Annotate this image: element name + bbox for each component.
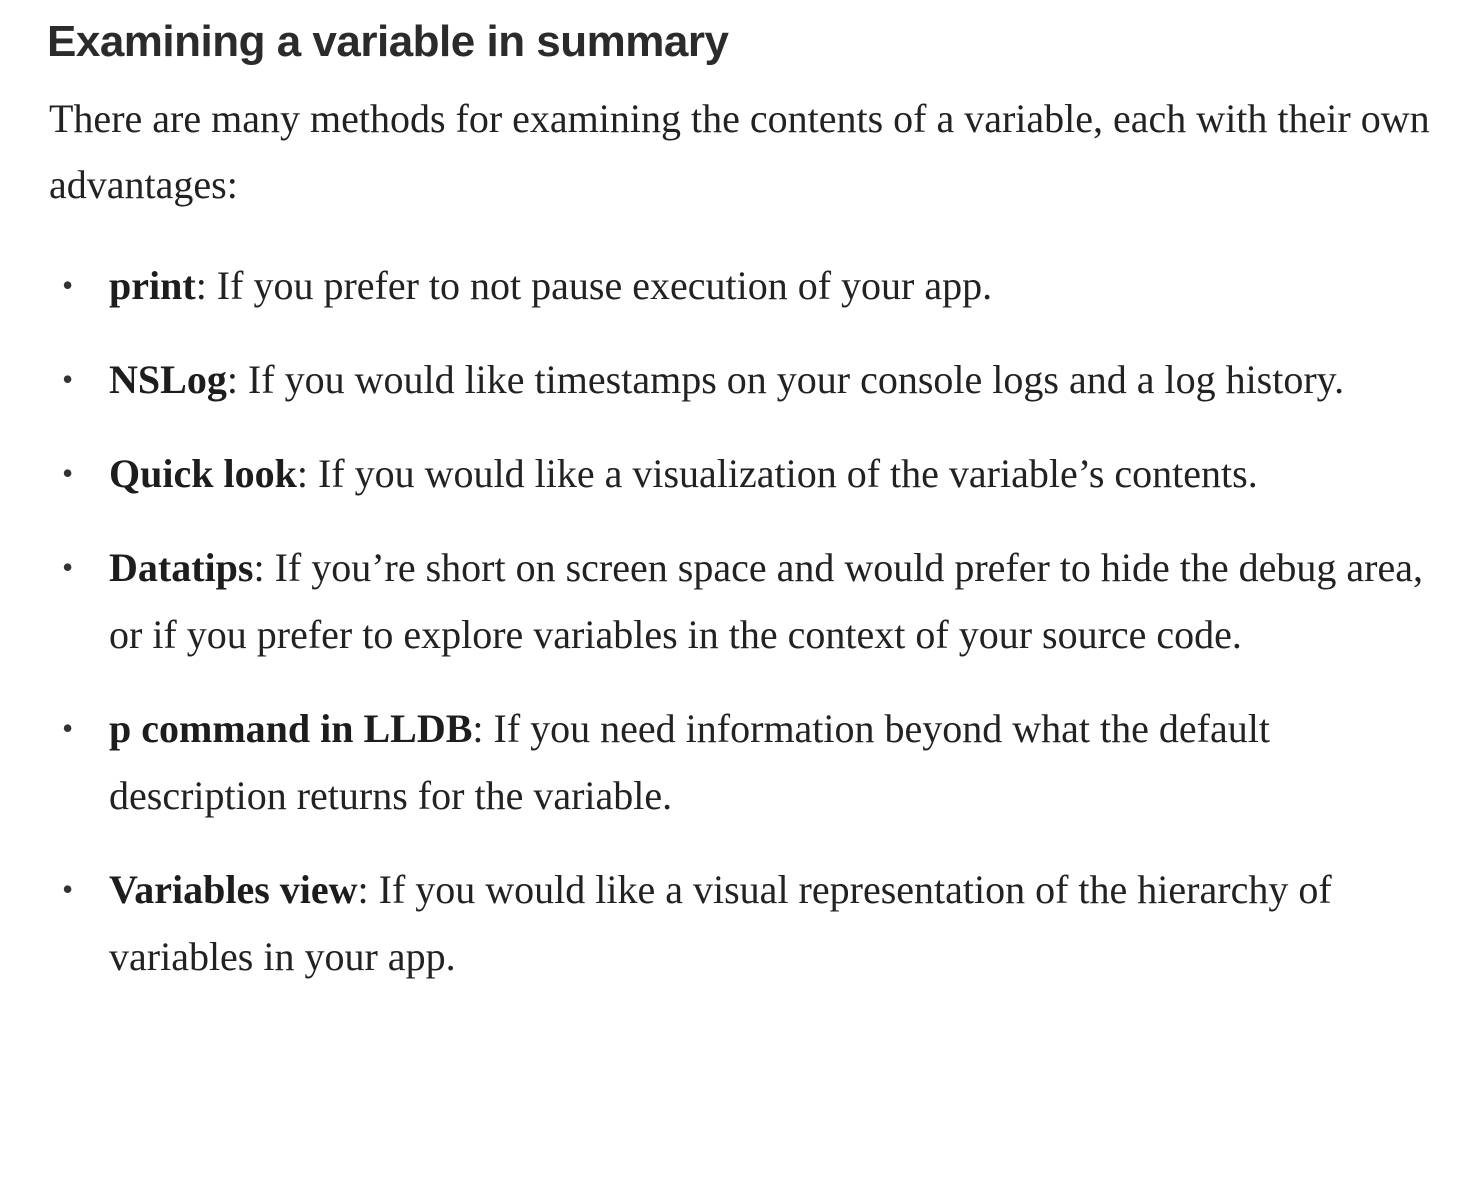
bullet-icon: • — [62, 267, 74, 303]
item-description: : If you need information beyond what the default description returns for the variable. — [109, 706, 1270, 818]
list-item — [47, 695, 1437, 829]
item-description: : If you prefer to not pause execution of your app. — [195, 263, 993, 308]
item-description: : If you would like a visual representation of the hierarchy of variables in your app. — [109, 867, 1332, 979]
item-description: : If you would like a visualization of the variable’s contents. — [296, 451, 1258, 496]
article-section — [47, 14, 1437, 1017]
list-item — [47, 856, 1437, 990]
item-term: Quick look — [109, 451, 297, 496]
section-heading: Examining a variable in summary — [47, 17, 729, 66]
item-term: NSLog — [109, 357, 227, 402]
bullet-icon: • — [62, 361, 74, 397]
item-term: Variables view — [109, 867, 358, 912]
bullet-icon: • — [62, 549, 74, 585]
list-item — [47, 346, 1437, 413]
item-term: Datatips — [109, 545, 254, 590]
list-item — [47, 534, 1437, 668]
item-description: : If you would like timestamps on your console logs and a log history. — [226, 357, 1345, 402]
bullet-icon: • — [62, 710, 74, 746]
item-term: p command in LLDB — [109, 706, 473, 751]
list-item — [47, 440, 1437, 507]
list-item — [47, 252, 1437, 319]
intro-paragraph: There are many methods for examining the contents of a variable, each with their own advantages: — [49, 96, 1430, 207]
bullet-icon: • — [62, 455, 74, 491]
methods-list — [47, 252, 1437, 990]
bullet-icon: • — [62, 871, 74, 907]
item-term: print — [109, 263, 196, 308]
item-description: : If you’re short on screen space and would prefer to hide the debug area, or if you prefer to explore variables in the context of your source code. — [109, 545, 1423, 657]
